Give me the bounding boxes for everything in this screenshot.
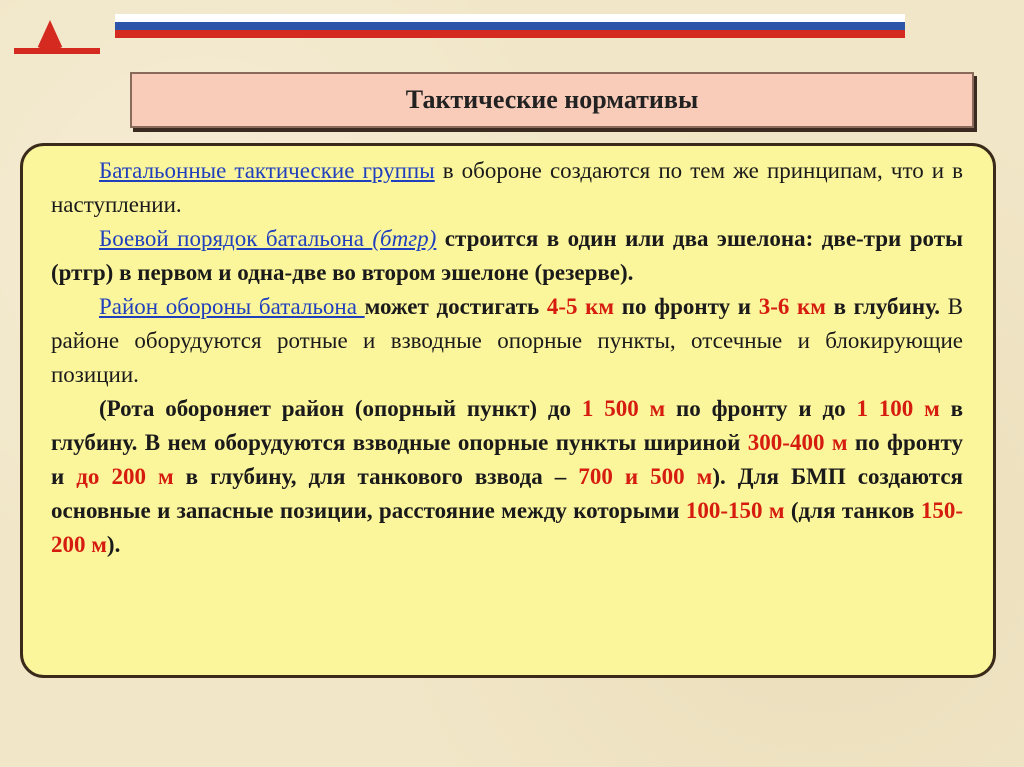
p4-text-5: в глубину, для танкового взвода – [173,464,579,489]
russian-flag-banner [115,14,905,38]
p3-text-4: В районе оборудуются ротные и взводные опорные пункты, отсечные и блокирующие позиции. [51,294,964,387]
emblem-logo-icon [12,14,102,54]
link-battalion-groups[interactable]: Батальонные тактические группы [99,158,435,183]
p4-value-1: 1 500 м [581,396,666,421]
p4-value-5: 700 и 500 м [578,464,713,489]
p4-text-8: ). [106,532,121,557]
p3-value-front: 4-5 км [546,294,615,319]
content-panel [20,143,996,678]
p4-text-7: (для танков [784,498,921,523]
p4-text-6: ). Для БМП создаются основные и запасные позиции, расстояние между которыми [51,464,963,523]
p3-value-depth: 3-6 км [758,294,826,319]
p4-value-2: 1 100 м [856,396,940,421]
link-battle-order[interactable] [99,226,436,251]
paragraph-1-text: в обороне создаются по тем же принципам, что и в наступлении. [51,158,963,217]
paragraph-3 [51,290,963,392]
link-battle-order-abbr: (бтгр) [372,226,437,251]
p3-text-1: может достигать [364,294,547,319]
p4-text-2: по фронту и до [665,396,857,421]
paragraph-2-text: строится в один или два эшелона: две-три роты (ртгр) в первом и одна-две во втором эшелоне (резерве). [51,226,963,285]
slide-title: Тактические нормативы [405,85,699,114]
slide-title-box [130,72,974,128]
p4-text-1: (Рота обороняет район (опорный пункт) до [99,396,582,421]
p3-text-3: в глубину. [825,294,941,319]
p4-value-3: 300-400 м [747,430,848,455]
paragraph-4 [51,392,963,562]
p3-text-2: по фронту и [614,294,759,319]
p4-value-6: 100-150 м [685,498,785,523]
p4-value-7: 150-200 м [51,498,963,557]
link-defense-area[interactable]: Район обороны батальона [99,294,365,319]
p4-value-4: до 200 м [76,464,174,489]
p4-text-4: по фронту и [51,430,963,489]
paragraph-2 [51,222,963,290]
p4-text-3: в глубину. В нем оборудуются взводные опорные пункты шириной [51,396,964,455]
paragraph-1 [51,154,963,222]
link-battle-order-text: Боевой порядок батальона [99,226,373,251]
